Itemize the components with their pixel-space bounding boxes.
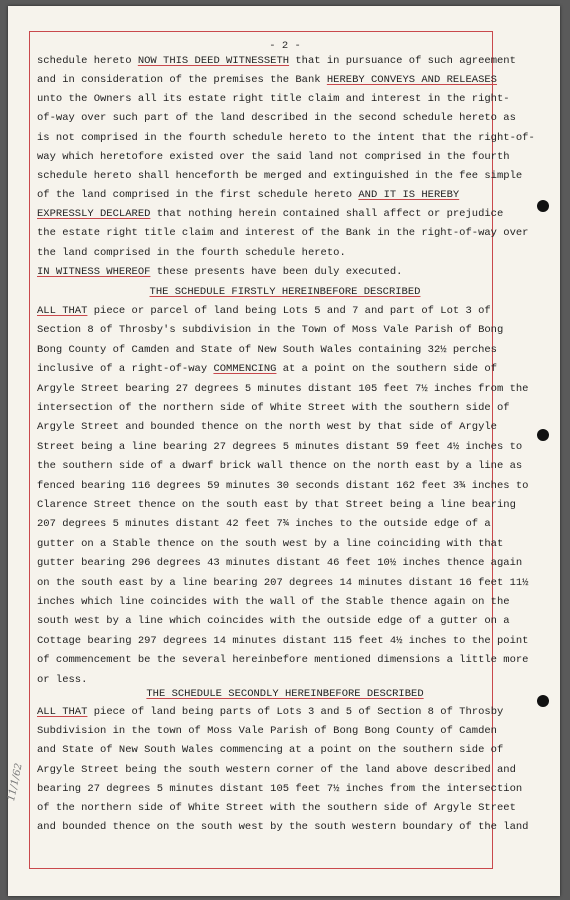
text-run: Argyle Street being the south western corner of the land above described and	[37, 764, 516, 776]
schedule1-line	[37, 402, 510, 415]
paragraph-line	[37, 208, 504, 221]
text-run: intersection of the northern side of White Street with the southern side of	[37, 402, 510, 414]
text-run: inclusive of a right-of-way	[37, 363, 214, 375]
punch-hole	[537, 200, 549, 212]
text-run: and bounded thence on the south west by the south western boundary of the land	[37, 821, 529, 833]
text-run: of-way over such part of the land described in the second schedule hereto as	[37, 112, 516, 124]
text-run: gutter bearing 296 degrees 43 minutes distant 46 feet 10½ inches thence again	[37, 557, 523, 569]
schedule1-line	[37, 499, 516, 512]
text-run: Argyle Street bearing 27 degrees 5 minutes distant 105 feet 7½ inches from the	[37, 383, 529, 395]
text-run: on the south east by a line bearing 207 degrees 14 minutes distant 16 feet 11½	[37, 577, 529, 589]
text-run: fenced bearing 116 degrees 59 minutes 30 seconds distant 162 feet 3¾ inches to	[37, 480, 529, 492]
text-run: at a point on the southern side of	[276, 363, 497, 375]
text-run: the southern side of a dwarf brick wall thence on the north east by a line as	[37, 460, 523, 472]
text-run: and State of New South Wales commencing at a point on the southern side of	[37, 744, 504, 756]
schedule1-line	[37, 324, 504, 337]
paragraph-line	[37, 170, 523, 183]
schedule2-line	[37, 764, 516, 777]
text-run: or less.	[37, 674, 88, 686]
underlined-phrase: AND IT IS HEREBY	[358, 189, 460, 201]
underlined-phrase: ALL THAT	[37, 706, 88, 718]
text-run: gutter on a Stable thence on the south west by a line coinciding with that	[37, 538, 504, 550]
schedule-heading: THE SCHEDULE FIRSTLY HEREINBEFORE DESCRIBED	[149, 286, 421, 298]
schedule-heading-line	[0, 286, 570, 299]
schedule1-line	[37, 615, 510, 628]
text-run: Street being a line bearing 27 degrees 5 minutes distant 59 feet 4½ inches to	[37, 441, 523, 453]
punch-hole	[537, 429, 549, 441]
text-run: schedule hereto shall henceforth be merged and extinguished in the fee simple	[37, 170, 523, 182]
paragraph-line	[37, 55, 516, 68]
schedule2-line	[37, 744, 504, 757]
underlined-phrase: NOW THIS DEED WITNESSETH	[137, 55, 290, 67]
schedule1-line	[37, 363, 497, 376]
schedule1-line	[37, 577, 529, 590]
text-run: unto the Owners all its estate right title claim and interest in the right-	[37, 93, 510, 105]
text-run: and in consideration of the premises the Bank	[37, 74, 327, 86]
schedule1-line	[37, 421, 497, 434]
schedule1-line	[37, 344, 497, 357]
page-number: - 2 -	[269, 40, 301, 52]
text-run: Argyle Street and bounded thence on the north west by that side of Argyle	[37, 421, 497, 433]
text-run: 207 degrees 5 minutes distant 42 feet 7¾ inches to the outside edge of a	[37, 518, 491, 530]
text-run: the estate right title claim and interest of the Bank in the right-of-way over	[37, 227, 529, 239]
paragraph-line	[37, 247, 497, 260]
schedule1-line	[37, 654, 529, 667]
paragraph-line	[37, 151, 510, 164]
underlined-phrase: IN WITNESS WHEREOF	[37, 266, 151, 278]
text-run: piece of land being parts of Lots 3 and 5 of Section 8 of Throsby	[87, 706, 504, 718]
text-run: Section 8 of Throsby's subdivision in the Town of Moss Vale Parish of Bong	[37, 324, 504, 336]
schedule-heading-line	[0, 688, 570, 701]
text-run: that in pursuance of such agreement	[289, 55, 516, 67]
text-run: the land comprised in the fourth schedule hereto.	[37, 247, 346, 259]
text-run: way which heretofore existed over the said land not comprised in the fourth	[37, 151, 510, 163]
paragraph-line	[37, 93, 510, 106]
underlined-phrase: COMMENCING	[213, 363, 277, 375]
text-run: of the northern side of White Street with the southern side of Argyle Street	[37, 802, 516, 814]
paragraph-line	[37, 189, 497, 202]
text-run: piece or parcel of land being Lots 5 and 7 and part of Lot 3 of	[87, 305, 491, 317]
text-run: Bong County of Camden and State of New South Wales containing 32½ perches	[37, 344, 497, 356]
schedule1-line	[37, 635, 529, 648]
text-run: Cottage bearing 297 degrees 14 minutes distant 115 feet 4½ inches to the point	[37, 635, 529, 647]
underlined-phrase: HEREBY CONVEYS AND RELEASES	[326, 74, 497, 86]
text-run: inches which line coincides with the wall of the Stable thence again on the	[37, 596, 510, 608]
schedule-heading: THE SCHEDULE SECONDLY HEREINBEFORE DESCRIBED	[146, 688, 424, 700]
schedule1-line	[37, 305, 497, 318]
schedule1-line	[37, 460, 523, 473]
schedule1-line	[37, 557, 523, 570]
schedule2-line	[37, 821, 529, 834]
underlined-phrase: EXPRESSLY DECLARED	[37, 208, 151, 220]
paragraph-line	[37, 266, 497, 279]
paragraph-line	[37, 74, 497, 87]
schedule1-line	[37, 518, 497, 531]
schedule2-line	[37, 783, 523, 796]
margin-handwritten-note: 11/1/62	[6, 762, 25, 803]
schedule1-line	[37, 441, 523, 454]
text-run: that nothing herein contained shall affect or prejudice	[150, 208, 504, 220]
paragraph-line	[37, 112, 516, 125]
schedule2-line	[37, 725, 497, 738]
text-run: Clarence Street thence on the south east by that Street being a line bearing	[37, 499, 516, 511]
schedule1-line	[37, 596, 510, 609]
text-run: of commencement be the several hereinbefore mentioned dimensions a little more	[37, 654, 529, 666]
schedule1-line	[37, 480, 529, 493]
paragraph-line	[37, 227, 529, 240]
text-run: bearing 27 degrees 5 minutes distant 105 feet 7½ inches from the intersection	[37, 783, 523, 795]
text-run: schedule hereto	[37, 55, 138, 67]
schedule1-line	[37, 383, 529, 396]
schedule1-line	[37, 538, 504, 551]
paragraph-line	[37, 132, 535, 145]
text-run: is not comprised in the fourth schedule hereto to the intent that the right-of-	[37, 132, 535, 144]
text-run: Subdivision in the town of Moss Vale Parish of Bong Bong County of Camden	[37, 725, 497, 737]
schedule1-line	[37, 674, 497, 687]
schedule2-line	[37, 802, 516, 815]
text-run: these presents have been duly executed.	[150, 266, 403, 278]
underlined-phrase: ALL THAT	[37, 305, 88, 317]
text-run: south west by a line which coincides with the outside edge of a gutter on a	[37, 615, 510, 627]
text-run: of the land comprised in the first schedule hereto	[37, 189, 359, 201]
schedule2-line	[37, 706, 504, 719]
